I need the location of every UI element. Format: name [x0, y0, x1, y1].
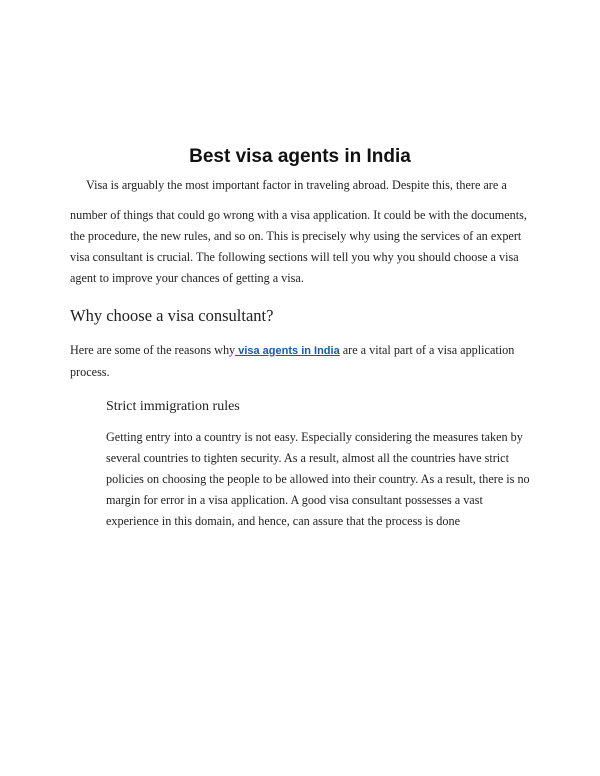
reasons-paragraph [70, 340, 540, 383]
section-heading: Why choose a visa consultant? [70, 306, 274, 325]
subsection-heading: Strict immigration rules [106, 399, 240, 414]
visa-agents-link[interactable]: visa agents in India [235, 345, 340, 357]
reasons-text-before-link: Here are some of the reasons why [70, 343, 236, 357]
intro-paragraph: number of things that could go wrong with a visa application. It could be with the documents, the procedure, the new rules, and so on. This is precisely why using the services of an expert visa consultant is crucial. The following sections will tell you why you should choose a visa agent to improve your chances of getting a visa. [70, 208, 527, 285]
document-title: Best visa agents in India [189, 146, 411, 167]
subsection-paragraph: Getting entry into a country is not easy. Especially considering the measures taken by several countries to tighten security. As a result, almost all the countries have strict policies on choosing the people to be allowed into their country. As a result, there is no margin for error in a visa application. A good visa consultant possesses a vast experience in this domain, and hence, can assure that the process is done [106, 430, 530, 528]
reasons-text-after-link: are a vital part of a visa application process. [70, 343, 515, 379]
intro-first-line: Visa is arguably the most important factor in traveling abroad. Despite this, there are a [86, 178, 507, 192]
